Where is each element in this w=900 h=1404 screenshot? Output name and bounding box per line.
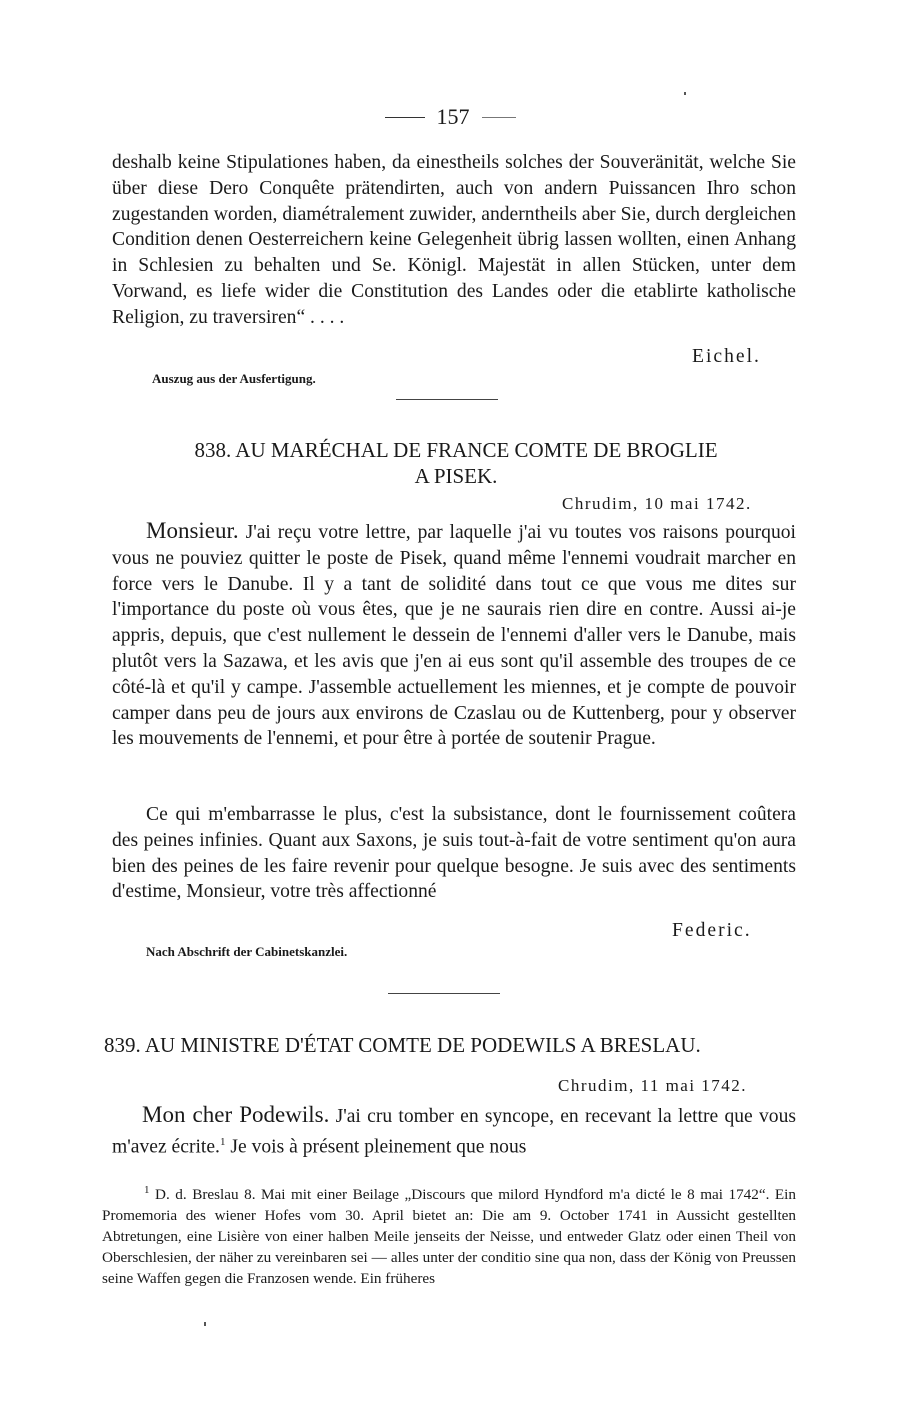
letter-839-heading (104, 1032, 804, 1058)
letter-838-dateline: Chrudim, 10 mai 1742. (562, 494, 752, 513)
letter-839-body-text-continued: Je vois à présent pleinement que nous (225, 1136, 527, 1158)
section-divider-1 (396, 399, 498, 400)
signature-federic: Federic. (672, 920, 752, 941)
print-speck (684, 92, 686, 95)
letter-838-salutation: Monsieur. (146, 518, 239, 543)
header-dash-left (385, 117, 425, 118)
footnote (102, 1180, 796, 1289)
header-dash-right (482, 117, 516, 118)
page-number: 157 (436, 104, 470, 129)
footnote-mark: 1 (144, 1184, 150, 1196)
letter-839-dateline: Chrudim, 11 mai 1742. (558, 1076, 748, 1095)
letter-838-heading-line2: A PISEK. (414, 464, 498, 488)
footnote-text: D. d. Breslau 8. Mai mit einer Beilage „Discours que milord Hyndford m'a dicté le 8 mai 1742“. Ein Promemoria des wiener Hofes vom 30. April bietet an: Die am 9. October 1741 in Aussicht gestellten Abtretungen, eine Lisière von einer halben Meile jenseits der Neisse, und entweder Glatz oder einen Theil von Oberschlesien, der näher zu vereinbaren sei — alles unter der conditio sine qua non, dass der König von Preussen seine Waffen gegen die Franzosen wende. Ein früheres (102, 1186, 796, 1288)
letter-839-heading-text: AU MINISTRE D'ÉTAT COMTE DE PODEWILS A BRESLAU. (144, 1033, 701, 1057)
print-speck (204, 1322, 206, 1326)
letter-838-body-1-text: J'ai reçu votre lettre, par laquelle j'ai vu toutes vos raisons pourquoi vous ne pouviez quitter le poste de Pisek, quand même l'ennemi voudrait marcher en force vers le Danube. Il y a tant de solidité dans tout ce que vous me dites sur l'importance du poste où vous êtes, que je ne saurais rien dire en contre. Aussi ai-je appris, depuis, que c'est nullement le dessein de l'ennemi d'aller vers le Danube, mais plutôt vers la Sazawa, et les avis que j'en ai eus sont qu'il assemble des troupes de ce côté-là et qu'il y campe. J'assemble actuellement les miennes, et je compte de pouvoir camper dans peu de jours aux environs de Czaslau ou de Kuttenberg, pour y observer les mouvements de l'ennemi, et pour être à portée de soutenir Prague. (112, 522, 797, 750)
letter-838-body-2: Ce qui m'embarrasse le plus, c'est la subsistance, dont le fournissement coûtera des peines infinies. Quant aux Saxons, je suis tout-à-fait de votre sentiment qu'on aura bien des peines de les faire revenir pour quelque besogne. Je suis avec des sentiments d'estime, Monsieur, votre très affectionné (112, 804, 796, 903)
letter-838-number: 838. (194, 438, 232, 462)
letter-839-number: 839. (104, 1033, 141, 1057)
source-note-2: Nach Abschrift der Cabinetskanzlei. (146, 944, 348, 959)
letter-839-salutation: Mon cher Podewils. (142, 1102, 330, 1127)
section-divider-2 (388, 993, 500, 994)
letter-839-body-text: J'ai cru tomber en syncope, en recevant la lettre que vous m'avez écrite. (112, 1106, 796, 1158)
footnote-reference: 1 (219, 1135, 226, 1148)
source-note-1: Auszug aus der Ausfertigung. (152, 371, 316, 386)
page-header (0, 104, 900, 130)
letter-838-heading-line1: AU MARÉCHAL DE FRANCE COMTE DE BROGLIE (235, 438, 718, 462)
letter-838-heading (112, 437, 800, 489)
letter-839-body (112, 1102, 796, 1160)
letter-838-body-1 (112, 518, 796, 752)
previous-letter-paragraph: deshalb keine Stipulationes haben, da einestheils solches der Souveränität, welche Sie über diese Dero Conquête prätendirten, auch von andern Puissancen Ihro schon zugestanden worden, diamétralement zuwider, anderntheils aber Sie, durch dergleichen Condition denen Oesterreichern keine Gelegenheit übrig lassen wollten, einen Anhang in Schlesien zu behalten und Se. Königl. Majestät in allen Stücken, unter dem Vorwand, es liefe wider die Constitution des Landes oder die etablirte katholische Religion, zu traversiren“ . . . . (112, 152, 796, 328)
signature-eichel: Eichel. (692, 346, 761, 367)
